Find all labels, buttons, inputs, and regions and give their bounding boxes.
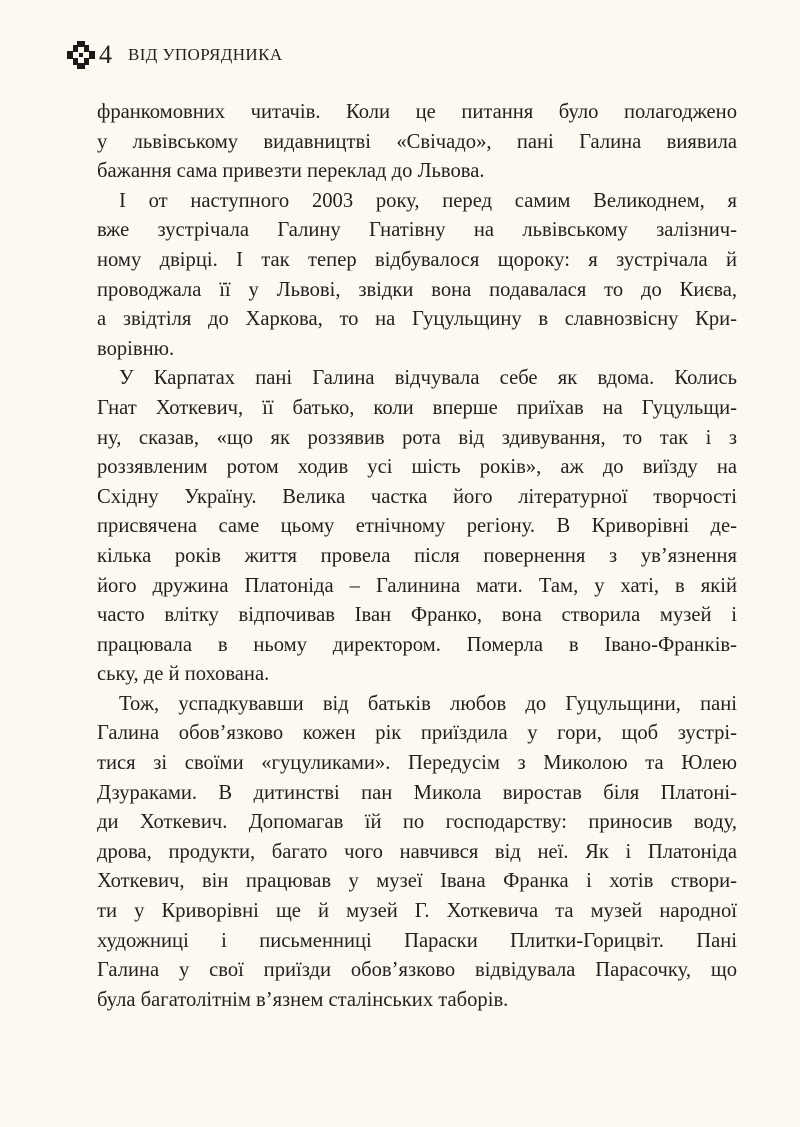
text-line: Хоткевич, він працював у музеї Івана Франка і хотів створи- <box>97 870 737 893</box>
text-line: вже зустрічала Галину Гнатівну на львівському залізнич- <box>97 219 737 242</box>
text-line: була багатолітнім в’язнем сталінських таборів. <box>97 988 509 1011</box>
text-line: тися зі своїми «гуцуликами». Передусім з Миколою та Юлею <box>97 752 737 775</box>
text-line: Східну Україну. Велика частка його літературної творчості <box>97 485 737 508</box>
text-line: ди Хоткевич. Допомагав їй по господарству: приносив воду, <box>97 811 737 834</box>
text-line: а звідтіля до Харкова, то на Гуцульщину в славнозвісну Кри- <box>97 308 737 331</box>
text-line: Дзураками. В дитинстві пан Микола виростав біля Платоні- <box>97 781 737 804</box>
body-text <box>97 98 737 1015</box>
text-line: бажання сама привезти переклад до Львова. <box>97 160 485 183</box>
running-title: ВІД УПОРЯДНИКА <box>128 45 283 64</box>
text-line: Галина обов’язково кожен рік приїздила у гори, щоб зустрі- <box>97 722 737 745</box>
text-line: У Карпатах пані Галина відчувала себе як вдома. Колись <box>119 367 737 390</box>
text-line: кілька років життя провела після повернення з ув’язнення <box>97 544 737 567</box>
text-line: у львівському видавництві «Свічадо», пані Галина виявила <box>97 130 737 153</box>
text-line: ну, сказав, «що як роззявив рота від здивування, то так і з <box>97 426 737 449</box>
text-line: роззявленим ротом ходив усі шість років», аж до виїзду на <box>97 456 737 479</box>
text-line: присвячена саме цьому етнічному регіону. В Криворівні де- <box>97 515 737 538</box>
text-line: Галина у свої приїзди обов’язково відвідувала Парасочку, що <box>97 959 737 982</box>
text-line: ворівню. <box>97 337 175 360</box>
text-line: ному двірці. І так тепер відбувалося щороку: я зустрічала й <box>97 248 737 271</box>
text-line: І от наступного 2003 року, перед самим Великоднем, я <box>119 189 737 212</box>
text-line: проводжала її у Львові, звідки вона подавалася то до Києва, <box>97 278 737 301</box>
page-number: 4 <box>99 40 112 69</box>
text-line: працювала в ньому директором. Померла в Івано-Франків- <box>97 633 737 656</box>
text-line: дрова, продукти, багато чого навчився від неї. Як і Платоніда <box>97 840 737 863</box>
text-line: ти у Криворівні ще й музей Г. Хоткевича та музей народної <box>97 900 737 923</box>
text-line: ську, де й похована. <box>97 663 270 686</box>
text-line: його дружина Платоніда – Галинина мати. Там, у хаті, в якій <box>97 574 737 597</box>
running-header <box>66 38 283 72</box>
text-line: франкомовних читачів. Коли це питання було полагоджено <box>97 101 737 123</box>
text-line: Тож, успадкувавши від батьків любов до Гуцульщини, пані <box>119 692 737 715</box>
text-line: Гнат Хоткевич, її батько, коли вперше приїхав на Гуцульщи- <box>97 396 737 419</box>
folk-ornament-icon <box>66 40 96 70</box>
text-line: часто влітку відпочивав Іван Франко, вона створила музей і <box>97 604 737 627</box>
text-line: художниці і письменниці Параски Плитки-Горицвіт. Пані <box>97 929 737 952</box>
